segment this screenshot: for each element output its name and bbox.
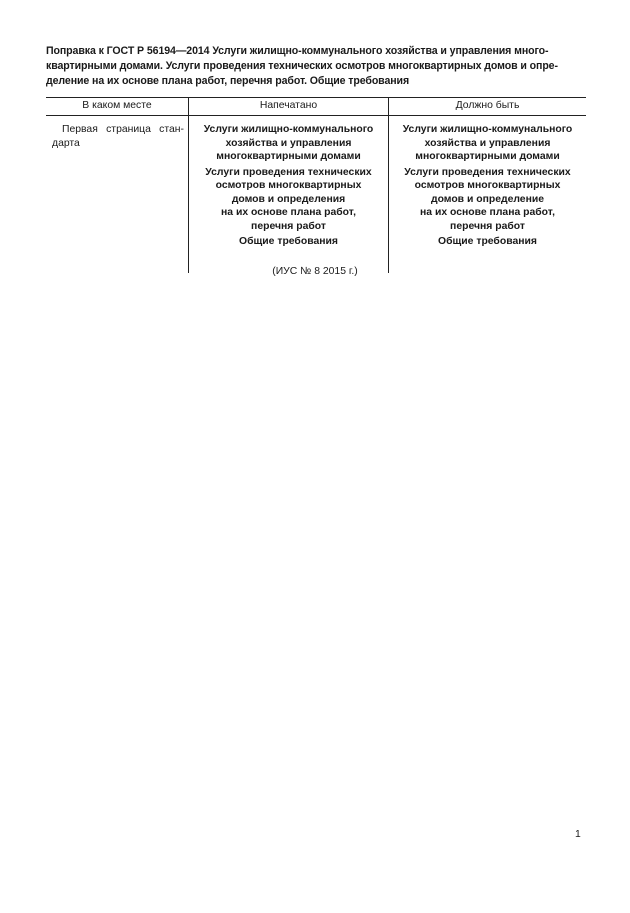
header-should-be: Должно быть (388, 98, 586, 115)
text-line: перечня работ (450, 220, 525, 232)
should-be-block-1 (389, 123, 586, 164)
text-line: на их основе плана работ, (221, 207, 356, 218)
text-line: Общие требования (438, 236, 537, 247)
should-be-block-2 (389, 166, 586, 234)
text-line: многоквартирными домами (216, 151, 361, 162)
amendment-title (46, 44, 586, 89)
text-line: хозяйства и управления (424, 137, 551, 149)
amendment-table (46, 97, 586, 273)
cell-where (46, 116, 188, 273)
source-reference: (ИУС № 8 2015 г.) (272, 266, 358, 277)
cell-should-be (388, 116, 586, 273)
text-line: домов и определения (231, 193, 346, 205)
text-line: Общие требования (239, 236, 338, 247)
cell-where-line: Первая страница стан- (62, 124, 184, 135)
text-line: Услуги проведения технических (205, 166, 372, 178)
cell-where-line: дарта (52, 138, 80, 149)
cell-printed (188, 116, 388, 273)
text-line: Услуги жилищно-коммунального (203, 124, 374, 135)
text-line: многоквартирными домами (415, 151, 560, 162)
title-line: Поправка к ГОСТ Р 56194—2014 Услуги жилищно-коммунального хозяйства и управления много- (46, 45, 549, 57)
text-line: Услуги проведения технических (404, 166, 571, 178)
should-be-block-3 (389, 235, 586, 249)
table-header-row (46, 97, 586, 116)
header-printed: Напечатано (188, 98, 388, 115)
text-line: осмотров многоквартирных (414, 180, 561, 191)
header-where: В каком месте (82, 100, 152, 111)
text-line: домов и определение (430, 193, 545, 205)
printed-block-1 (189, 123, 388, 164)
title-line: квартирными домами. Услуги проведения технических осмотров многоквартирных домов и опре- (46, 60, 558, 72)
printed-block-2 (189, 166, 388, 234)
table-row (46, 116, 586, 273)
title-line: деление на их основе плана работ, перечня работ. Общие требования (46, 75, 410, 87)
printed-block-3 (189, 235, 388, 249)
text-line: Услуги жилищно-коммунального (402, 124, 573, 135)
text-line: на их основе плана работ, (420, 207, 555, 218)
page-number: 1 (575, 829, 581, 840)
text-line: хозяйства и управления (225, 137, 352, 149)
text-line: осмотров многоквартирных (215, 180, 362, 191)
text-line: перечня работ (251, 220, 326, 232)
